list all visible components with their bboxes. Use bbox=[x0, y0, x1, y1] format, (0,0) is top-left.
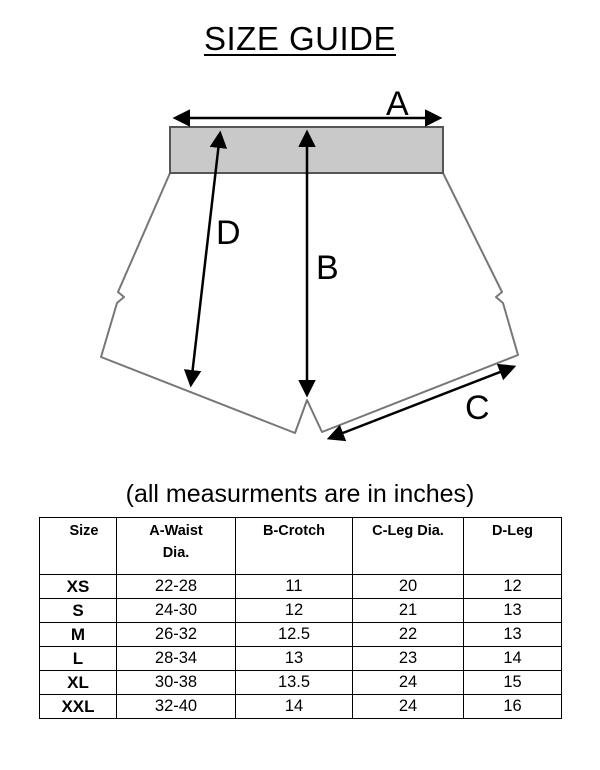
leg-dia-cell: 22 bbox=[353, 623, 464, 647]
size-cell: M bbox=[40, 623, 117, 647]
crotch-cell: 12 bbox=[236, 599, 353, 623]
size-cell: S bbox=[40, 599, 117, 623]
page-title: SIZE GUIDE bbox=[203, 20, 397, 57]
leg-cell: 16 bbox=[464, 695, 562, 719]
waist-cell: 28-34 bbox=[117, 647, 236, 671]
label-b: B bbox=[316, 249, 339, 287]
table-row bbox=[40, 647, 562, 671]
leg-dia-cell: 23 bbox=[353, 647, 464, 671]
crotch-cell: 13.5 bbox=[236, 671, 353, 695]
crotch-cell: 13 bbox=[236, 647, 353, 671]
header-waist: A-Waist Dia. bbox=[117, 518, 236, 575]
header-size: Size bbox=[40, 518, 117, 575]
header-crotch: B-Crotch bbox=[236, 518, 353, 575]
size-table bbox=[39, 517, 562, 719]
header-leg: D-Leg bbox=[464, 518, 562, 575]
header-leg-dia: C-Leg Dia. bbox=[353, 518, 464, 575]
table-row bbox=[40, 695, 562, 719]
crotch-cell: 11 bbox=[236, 575, 353, 599]
size-cell: XXL bbox=[40, 695, 117, 719]
table-row bbox=[40, 671, 562, 695]
leg-cell: 14 bbox=[464, 647, 562, 671]
size-cell: XL bbox=[40, 671, 117, 695]
crotch-cell: 12.5 bbox=[236, 623, 353, 647]
leg-cell: 12 bbox=[464, 575, 562, 599]
size-cell: XS bbox=[40, 575, 117, 599]
waist-cell: 30-38 bbox=[117, 671, 236, 695]
leg-cell: 13 bbox=[464, 623, 562, 647]
waist-cell: 32-40 bbox=[117, 695, 236, 719]
label-a: A bbox=[386, 85, 409, 123]
leg-cell: 13 bbox=[464, 599, 562, 623]
waist-cell: 22-28 bbox=[117, 575, 236, 599]
shorts-body-outline bbox=[101, 173, 518, 433]
leg-dia-cell: 24 bbox=[353, 695, 464, 719]
leg-dia-cell: 24 bbox=[353, 671, 464, 695]
leg-dia-cell: 21 bbox=[353, 599, 464, 623]
label-d: D bbox=[216, 214, 241, 252]
units-note: (all measurments are in inches) bbox=[125, 480, 475, 508]
table-row bbox=[40, 575, 562, 599]
leg-dia-cell: 20 bbox=[353, 575, 464, 599]
waist-cell: 24-30 bbox=[117, 599, 236, 623]
table-header-row bbox=[40, 518, 562, 575]
table-row bbox=[40, 599, 562, 623]
leg-cell: 15 bbox=[464, 671, 562, 695]
crotch-cell: 14 bbox=[236, 695, 353, 719]
table-row bbox=[40, 623, 562, 647]
waist-cell: 26-32 bbox=[117, 623, 236, 647]
label-c: C bbox=[465, 389, 490, 427]
size-cell: L bbox=[40, 647, 117, 671]
